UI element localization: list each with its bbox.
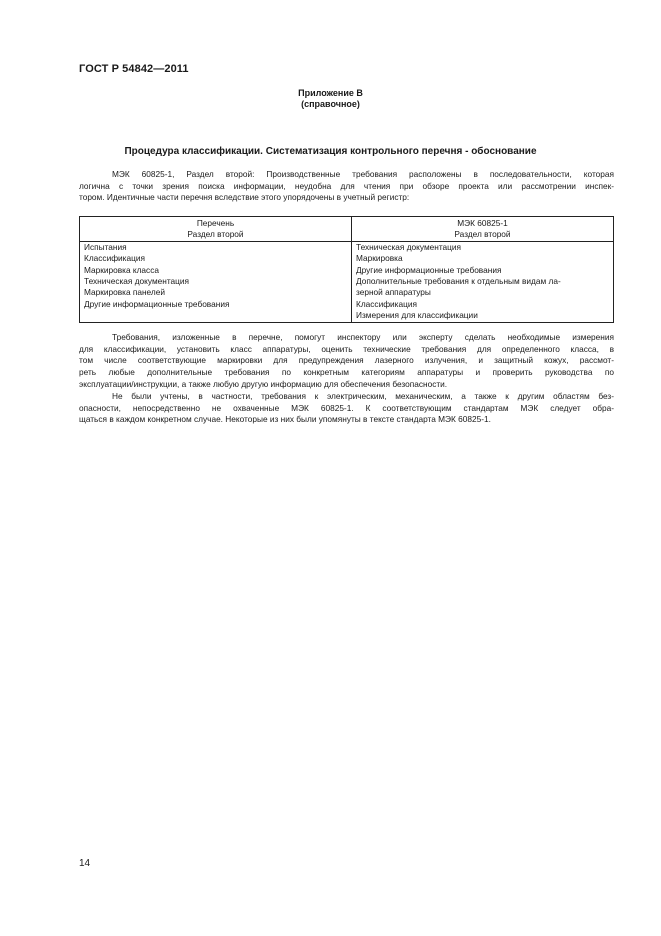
intro-line: МЭК 60825-1, Раздел второй: Производственные требования расположены в последовательности, которая bbox=[112, 169, 614, 179]
intro-line: логична с точки зрения поиска информации, неудобна для чтения при обзоре проекта или рассмотрении инспек- bbox=[79, 180, 614, 191]
list-item: Маркировка панелей bbox=[84, 287, 165, 298]
appendix-heading bbox=[0, 88, 661, 110]
list-item: Маркировка bbox=[356, 253, 403, 264]
appendix-label: Приложение В bbox=[298, 88, 363, 98]
paragraph-line: опасности, непосредственно не охваченные МЭК 60825-1. К соответствующим стандартам МЭК следует обра- bbox=[79, 402, 614, 413]
appendix-kind: (справочное) bbox=[301, 99, 360, 109]
list-item: Классификация bbox=[356, 298, 417, 309]
list-item: зерной аппаратуры bbox=[356, 287, 431, 298]
list-item: Дополнительные требования к отдельным видам ла- bbox=[356, 276, 561, 287]
list-item: Испытания bbox=[84, 241, 127, 252]
list-item: Техническая документация bbox=[84, 276, 190, 287]
header-line: Перечень bbox=[196, 218, 235, 228]
paragraph-line: реть любые дополнительные требования по конкретным категориям аппаратуры и проверить руководства по bbox=[79, 367, 614, 378]
list-item: Маркировка класса bbox=[84, 264, 159, 275]
exclusions-paragraph bbox=[79, 391, 614, 426]
intro-paragraph bbox=[79, 169, 614, 204]
list-item: Другие информационные требования bbox=[356, 264, 502, 275]
paragraph-line: Требования, изложенные в перечне, помогут инспектору или эксперту сделать необходимые измерения bbox=[112, 332, 614, 342]
header-line: Раздел второй bbox=[187, 229, 244, 240]
right-column-items bbox=[352, 241, 614, 322]
table-body-row bbox=[80, 241, 614, 322]
list-item: Классификация bbox=[84, 253, 145, 264]
paragraph-line: щаться в каждом конкретном случае. Некоторые из них были упомянуты в тексте стандарта МЭК 60825-1. bbox=[79, 414, 491, 425]
page-number: 14 bbox=[79, 858, 91, 869]
comparison-table bbox=[79, 216, 614, 323]
left-column-items bbox=[80, 241, 352, 322]
intro-line: тором. Идентичные части перечня вследствие этого упорядочены в учетный регистр: bbox=[79, 192, 410, 203]
paragraph-line: для классификации, установить класс аппаратуры, оценить технические требования для определенного класса, в bbox=[79, 343, 614, 354]
requirements-paragraph bbox=[79, 332, 614, 391]
table-header-row bbox=[80, 217, 614, 242]
header-line: Раздел второй bbox=[454, 229, 511, 240]
header-line: МЭК 60825-1 bbox=[457, 218, 508, 228]
paragraph-line: Не были учтены, в частности, требования к электрическим, механическим, а также к другим областям без- bbox=[112, 391, 614, 401]
right-column-header bbox=[352, 217, 614, 242]
paragraph-line: том числе соответствующие маркировки для предупреждения лазерного излучения, и защитный кожух, рассмот- bbox=[79, 355, 614, 366]
list-item: Другие информационные требования bbox=[84, 298, 230, 309]
section-title: Процедура классификации. Систематизация контрольного перечня - обоснование bbox=[124, 146, 537, 157]
left-column-header bbox=[80, 217, 352, 242]
list-item: Техническая документация bbox=[356, 241, 462, 252]
paragraph-line: эксплуатации/инструкции, а также любую другую информацию для обеспечения безопасности. bbox=[79, 378, 448, 389]
standard-header: ГОСТ Р 54842—2011 bbox=[79, 63, 189, 75]
list-item: Измерения для классификации bbox=[356, 310, 478, 321]
